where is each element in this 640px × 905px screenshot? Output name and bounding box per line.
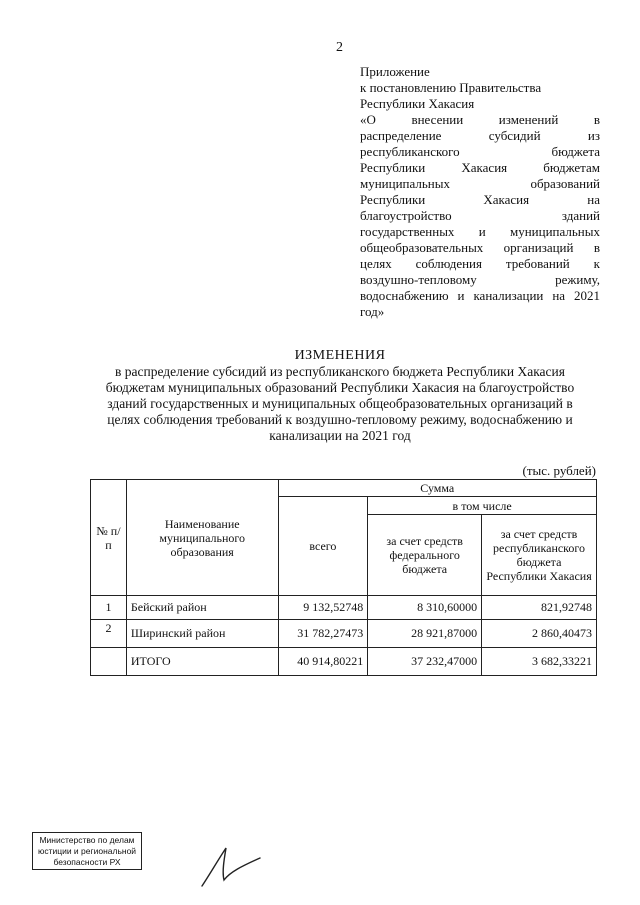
decree-line: Республики Хакасия на (360, 192, 600, 207)
decree-line: республиканского бюджета (360, 144, 600, 159)
cell-num: 1 (91, 596, 127, 620)
header-sum: Сумма (278, 480, 597, 497)
header-republic: за счет средств республиканского бюджета Республики Хакасия (482, 515, 597, 596)
subsidy-table (90, 479, 597, 676)
document-heading (90, 348, 590, 444)
header-name: Наименование муниципального образования (126, 480, 278, 596)
signature-icon (196, 842, 266, 890)
stamp-line: Министерство по делам (39, 835, 135, 845)
ministry-stamp (32, 832, 142, 870)
cell-federal: 28 921,87000 (368, 620, 482, 648)
heading-line: бюджетам муниципальных образований Республики Хакасия на благоустройство (105, 380, 575, 395)
header-including: в том числе (368, 497, 597, 515)
total-row (91, 648, 597, 676)
stamp-line: юстиции и региональной (37, 846, 137, 856)
decree-line: воздушно-тепловому режиму, (360, 272, 600, 287)
cell-num (91, 648, 127, 676)
cell-federal: 37 232,47000 (368, 648, 482, 676)
appendix-block (360, 64, 600, 320)
cell-republic: 2 860,40473 (482, 620, 597, 648)
decree-line: государственных и муниципальных (360, 224, 600, 239)
cell-name: Ширинский район (126, 620, 278, 648)
header-total: всего (278, 497, 368, 596)
appendix-line: Республики Хакасия (360, 96, 475, 111)
appendix-line: Приложение (360, 64, 430, 79)
heading-line: канализации на 2021 год (269, 428, 411, 443)
appendix-line: к постановлению Правительства (360, 80, 542, 95)
header-num: № п/п (91, 480, 127, 596)
heading-line: в распределение субсидий из республиканского бюджета Республики Хакасия (115, 364, 565, 379)
stamp-line: безопасности РХ (53, 857, 121, 867)
decree-line: водоснабжению и канализации на 2021 (360, 288, 600, 303)
page-number: 2 (336, 40, 343, 55)
table-row (91, 596, 597, 620)
cell-num: 2 (91, 620, 127, 648)
cell-federal: 8 310,60000 (368, 596, 482, 620)
cell-name: ИТОГО (126, 648, 278, 676)
header-federal: за счет средств федерального бюджета (368, 515, 482, 596)
heading-subtitle (90, 364, 590, 444)
cell-name: Бейский район (126, 596, 278, 620)
units-label: (тыс. рублей) (522, 463, 596, 478)
cell-total: 31 782,27473 (278, 620, 368, 648)
decree-line: Республики Хакасия бюджетам (360, 160, 600, 175)
heading-line: целях соблюдения требований к воздушно-тепловому режиму, водоснабжению и (107, 412, 573, 427)
cell-republic: 3 682,33221 (482, 648, 597, 676)
heading-line: зданий государственных и муниципальных общеобразовательных организаций в (107, 396, 573, 411)
decree-line: год» (360, 304, 385, 319)
decree-line: муниципальных образований (360, 176, 600, 191)
decree-line: благоустройство зданий (360, 208, 600, 223)
cell-total: 9 132,52748 (278, 596, 368, 620)
decree-line: «О внесении изменений в (360, 112, 600, 127)
heading-title: ИЗМЕНЕНИЯ (294, 348, 386, 363)
table-row (91, 620, 597, 648)
decree-title (360, 112, 600, 304)
decree-line: целях соблюдения требований к (360, 256, 600, 271)
cell-republic: 821,92748 (482, 596, 597, 620)
cell-total: 40 914,80221 (278, 648, 368, 676)
decree-line: общеобразовательных организаций в (360, 240, 600, 255)
decree-line: распределение субсидий из (360, 128, 600, 143)
